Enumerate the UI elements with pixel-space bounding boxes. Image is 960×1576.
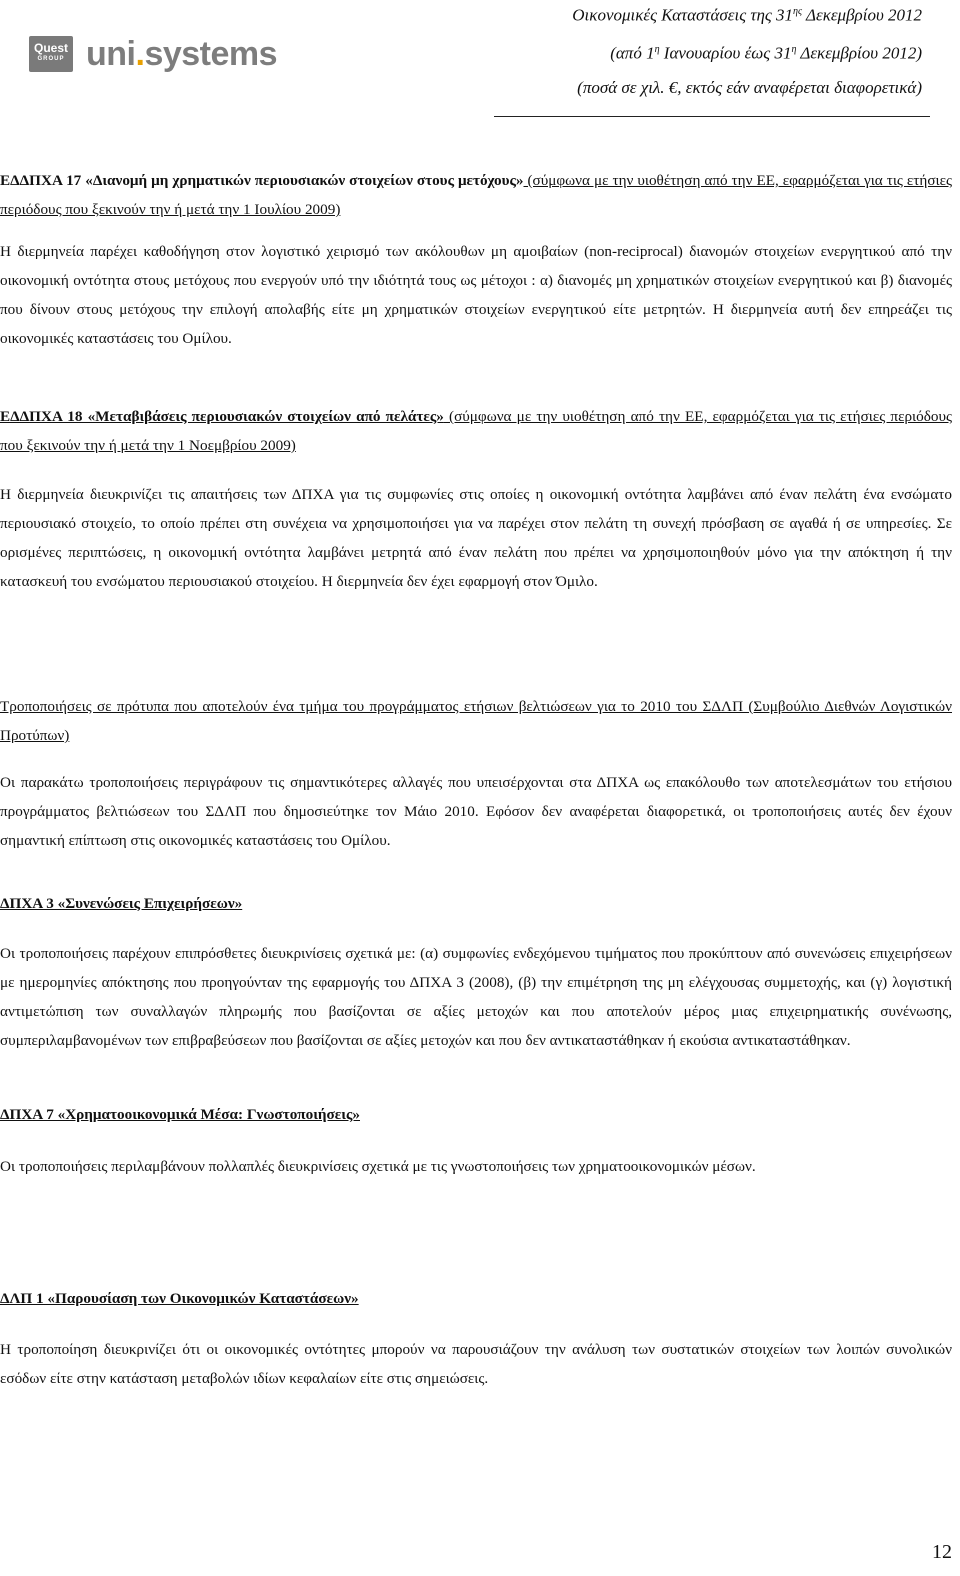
quest-logo-subtext: GROUP	[37, 56, 65, 62]
header-line2-c: Δεκεμβρίου 2012)	[796, 43, 922, 63]
unisystems-logo-dot: .	[135, 35, 145, 73]
header-line2-a: (από 1	[610, 43, 655, 63]
header-divider	[494, 116, 930, 117]
ifrs3-body: Οι τροποποιήσεις παρέχουν επιπρόσθετες διευκρινίσεις σχετικά με: (α) συμφωνίες ενδεχόμενου τιμήματος που προκύπτουν από συνενώσεις επιχειρήσεων με ημερομηνίες απόκτησης που προηγούνταν της εφαρμογής του ΔΠΧΑ 3 (2008), (β) την επιμέτρηση της μη ελέγχουσας συμμετοχής, και (γ) λογιστική αντιμετώπιση των συναλλαγών πληρωμής που βασίζονται σε αξίες μετοχών και που αποτελούν μέρος μιας επιχειρηματικής συνένωσης, συμπεριλαμβανομένων των επιβραβεύσεων που βασίζονται σε αξίες μετοχών και που δεν αντικαταστάθηκαν ή εκούσια αντικαταστάθηκαν.	[0, 945, 952, 1049]
ifric18-heading	[0, 402, 952, 460]
quest-group-logo	[29, 36, 73, 72]
quest-logo-text: Quest	[33, 41, 68, 55]
header-line1-sup: ης	[793, 6, 803, 17]
ifric18-title: ΕΔΔΠΧΑ 18 «Μεταβιβάσεις περιουσιακών στοιχείων από πελάτες»	[0, 408, 444, 425]
header-statement-title	[572, 2, 922, 26]
header-line1-b: Δεκεμβρίου 2012	[802, 5, 922, 25]
header-line1-a: Οικονομικές Καταστάσεις της 31	[572, 5, 794, 25]
header-amounts-note: (ποσά σε χιλ. €, εκτός εάν αναφέρεται διαφορετικά)	[577, 78, 922, 97]
ifrs7-heading	[0, 1100, 952, 1129]
ifric17-body: Η διερμηνεία παρέχει καθοδήγηση στον λογιστικό χειρισμό των ακόλουθων μη αμοιβαίων (non-reciprocal) διανομών στοιχείων ενεργητικού από την οικονομική οντότητα στους μετόχους που ενεργούν υπό την ιδιότητά τους ως μέτοχοι : α) διανομές μη χρηματικών στοιχείων ενεργητικού και β) διανομές που δίνουν στους μετόχους την επιλογή απολαβής είτε μη χρηματικών στοιχείων ενεργητικού είτε μετρητών. Η διερμηνεία αυτή δεν επηρεάζει τις οικονομικές καταστάσεις του Ομίλου.	[0, 243, 952, 347]
ifric18-note: (σύμφωνα με την υιοθέτηση από την ΕΕ, εφαρμόζεται για τις ετήσιες περιόδους που ξεκινούν την ή μετά την 1 Νοεμβρίου 2009)	[0, 408, 952, 454]
header-line2-sup2: η	[791, 44, 797, 55]
unisystems-logo	[86, 32, 277, 76]
ifric18-body: Η διερμηνεία διευκρινίζει τις απαιτήσεις των ΔΠΧΑ για τις συμφωνίες στις οποίες η οικονομική οντότητα λαμβάνει από έναν πελάτη ένα ενσώματο περιουσιακό στοιχείο, το οποίο πρέπει στη συνέχεια να χρησιμοποιήσει για να παρέχει στον πελάτη τη συνεχή πρόσβαση σε αγαθά ή σε υπηρεσίες. Σε ορισμένες περιπτώσεις, η οικονομική οντότητα λαμβάνει μετρητά από έναν πελάτη που πρέπει να χρησιμοποιηθούν μόνο για την απόκτηση ή την κατασκευή του ενσώματου περιουσιακού στοιχείου. Η διερμηνεία δεν έχει εφαρμογή στον Όμιλο.	[0, 486, 952, 590]
ifric17-heading	[0, 166, 952, 224]
page-number: 12	[932, 1541, 952, 1563]
unisystems-logo-systems: systems	[144, 35, 278, 73]
ifric17-note: (σύμφωνα με την υιοθέτηση από την ΕΕ, εφαρμόζεται για τις ετήσιες περιόδους που ξεκινούν την ή μετά την 1 Ιουλίου 2009)	[0, 172, 952, 218]
ifric17-title: ΕΔΔΠΧΑ 17 «Διανομή μη χρηματικών περιουσιακών στοιχείων στους μετόχους»	[0, 172, 524, 189]
ifrs7-title: ΔΠΧΑ 7 «Χρηματοοικονομικά Μέσα: Γνωστοποιήσεις»	[0, 1106, 360, 1123]
unisystems-logo-uni: uni	[86, 35, 136, 73]
amendments-title: Τροποποιήσεις σε πρότυπα που αποτελούν ένα τμήμα του προγράμματος ετήσιων βελτιώσεων για το 2010 του ΣΔΛΠ (Συμβούλιο Διεθνών Λογιστικών Προτύπων)	[0, 698, 952, 744]
ias1-body: Η τροποποίηση διευκρινίζει ότι οι οικονομικές οντότητες μπορούν να παρουσιάζουν την ανάλυση των συστατικών στοιχείων των λοιπών συνολικών εσόδων είτε στην κατάσταση μεταβολών ιδίων κεφαλαίων είτε στις σημειώσεις.	[0, 1341, 952, 1387]
header-line2-b: Ιανουαρίου έως 31	[659, 43, 792, 63]
ias1-title: ΔΛΠ 1 «Παρουσίαση των Οικονομικών Καταστάσεων»	[0, 1290, 359, 1307]
amendments-heading	[0, 692, 952, 750]
ifrs3-title: ΔΠΧΑ 3 «Συνενώσεις Επιχειρήσεων»	[0, 895, 243, 912]
header-period	[610, 40, 922, 64]
ias1-heading	[0, 1284, 952, 1313]
ifrs3-heading	[0, 889, 952, 918]
header-line2-sup1: η	[654, 44, 660, 55]
amendments-body: Οι παρακάτω τροποποιήσεις περιγράφουν τις σημαντικότερες αλλαγές που υπεισέρχονται στα ΔΠΧΑ ως επακόλουθο των αποτελεσμάτων του ετήσιου προγράμματος βελτιώσεων του ΣΔΛΠ που δημοσιεύτηκε τον Μάιο 2010. Εφόσον δεν αναφέρεται διαφορετικά, οι τροποποιήσεις αυτές δεν έχουν σημαντική επίπτωση στις οικονομικές καταστάσεις του Ομίλου.	[0, 774, 952, 849]
ifrs7-body: Οι τροποποιήσεις περιλαμβάνουν πολλαπλές διευκρινίσεις σχετικά με τις γνωστοποιήσεις των χρηματοοικονομικών μέσων.	[0, 1158, 756, 1175]
